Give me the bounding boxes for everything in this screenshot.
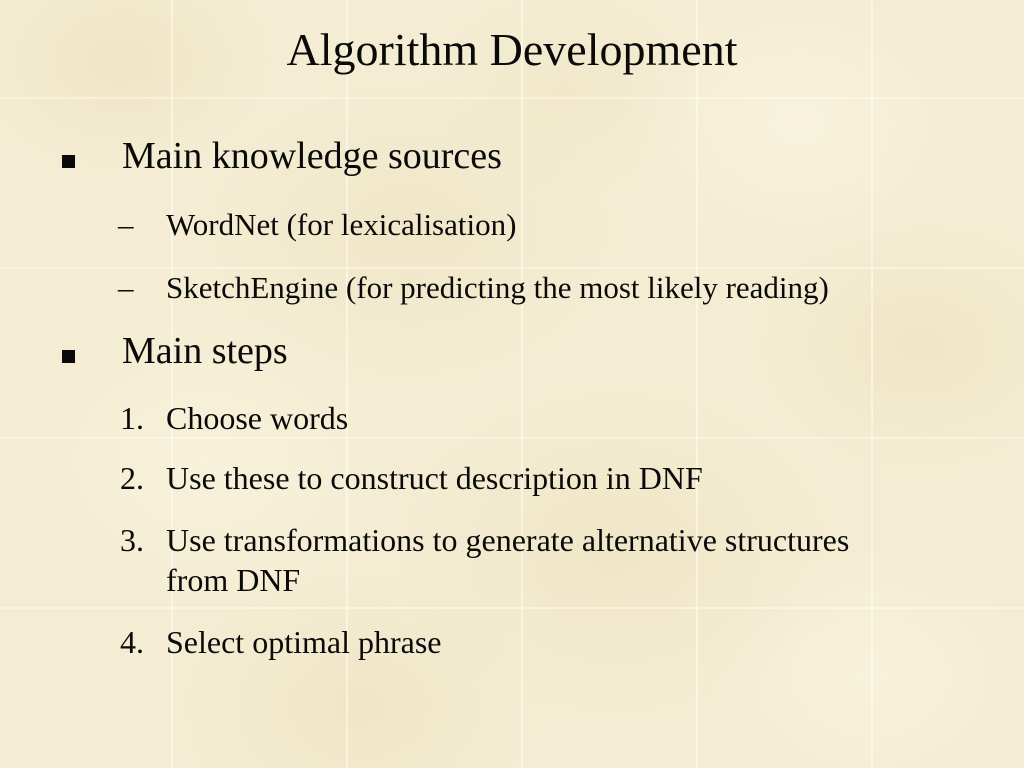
numbered-step-3 (0, 520, 1024, 600)
step-text: Choose words (166, 400, 349, 436)
square-bullet-icon (62, 155, 75, 168)
step-text: Select optimal phrase (166, 624, 442, 660)
numbered-step-4 (0, 622, 1024, 662)
bullet-marker-column (62, 328, 122, 375)
bullet-marker-column (62, 133, 122, 180)
bullet-heading: Main steps (122, 330, 288, 372)
bullet-item-main-steps (0, 328, 1024, 375)
step-number: 2. (120, 460, 144, 496)
step-number: 3. (120, 522, 144, 558)
step-text: Use transformations to generate alternative structures from DNF (166, 522, 850, 598)
numbered-step-1 (0, 398, 1024, 438)
sub-bullet-item-wordnet (0, 205, 1024, 245)
step-number: 1. (120, 400, 144, 436)
step-text: Use these to construct description in DNF (166, 460, 703, 496)
bullet-heading: Main knowledge sources (122, 135, 502, 177)
dash-bullet-icon: – (118, 207, 134, 242)
slide-title: Algorithm Development (286, 24, 738, 75)
square-bullet-icon (62, 350, 75, 363)
sub-bullet-text: SketchEngine (for predicting the most likely reading) (166, 270, 829, 305)
sub-bullet-item-sketchengine (0, 268, 1024, 308)
step-number: 4. (120, 624, 144, 660)
numbered-step-2 (0, 458, 1024, 498)
sub-bullet-text: WordNet (for lexicalisation) (166, 207, 517, 242)
dash-bullet-icon: – (118, 270, 134, 305)
bullet-item-main-knowledge-sources (0, 133, 1024, 180)
